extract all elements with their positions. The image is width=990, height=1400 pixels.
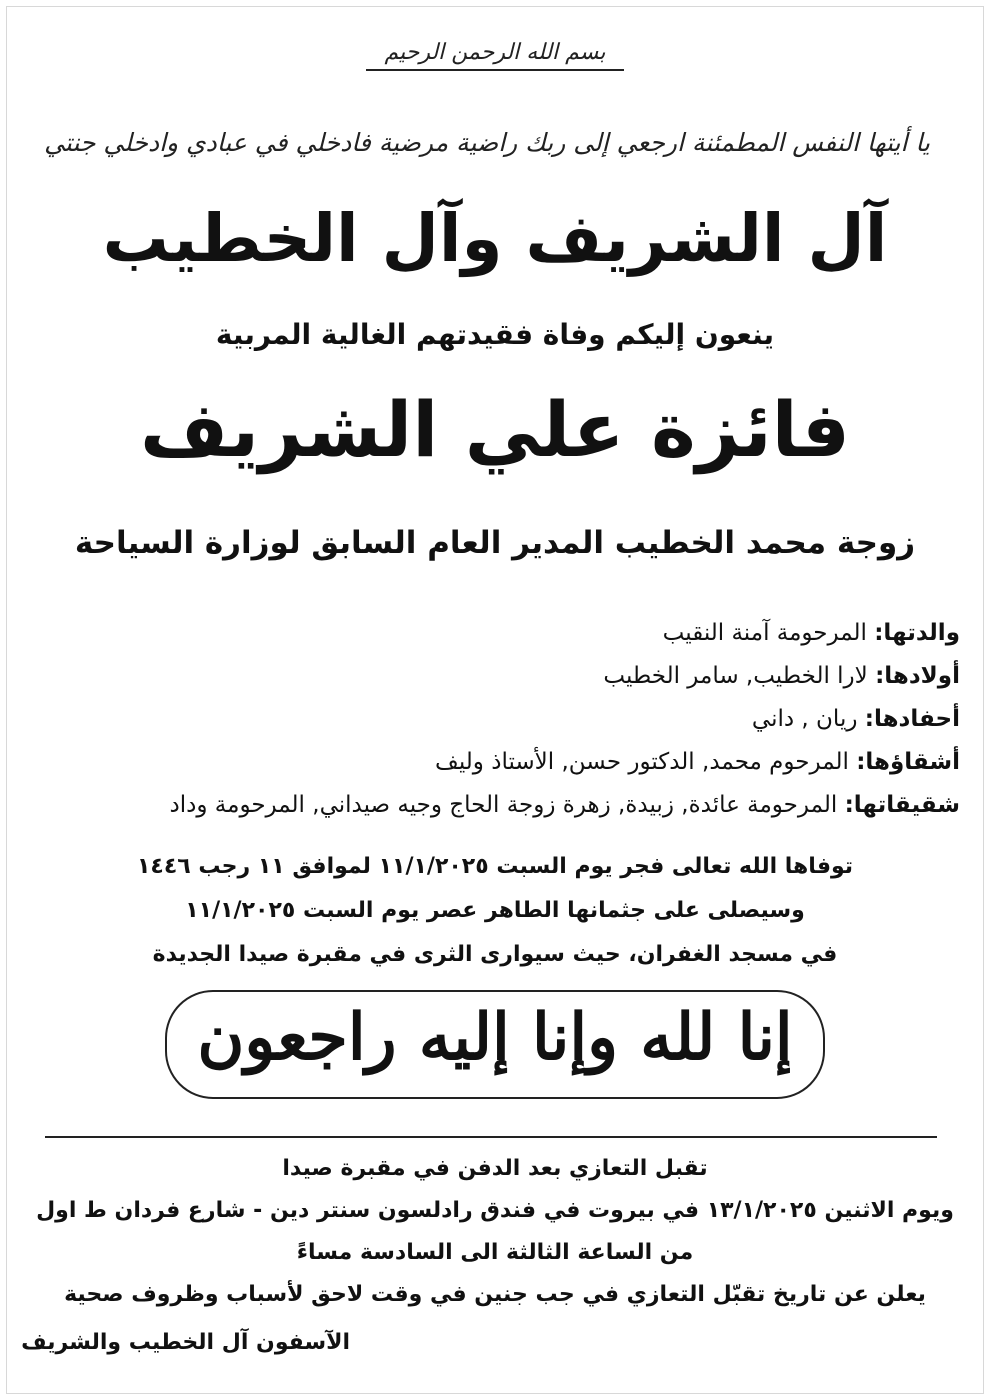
deceased-name: فائزة علي الشريف [140,385,850,474]
relative-brothers [30,741,960,784]
condolence-line: ويوم الاثنين ١٣/١/٢٠٢٥ في بيروت في فندق رادلسون سنتر دين - شارع فردان ط اول [36,1198,954,1223]
relative-value: المرحوم محمد, الدكتور حسن, الأستاذ وليف [435,749,849,775]
condolences-section [0,1148,990,1316]
announcement-line: ينعون إليكم وفاة فقيدتهم الغالية المربية [215,318,775,351]
section-divider [45,1136,937,1138]
family-title: آل الشريف وآل الخطيب [102,200,888,277]
relative-label: والدتها: [874,620,960,646]
relative-children [30,655,960,698]
signature-line: الآسفون آل الخطيب والشريف [21,1330,350,1355]
condolence-line: يعلن عن تاريخ تقبّل التعازي في جب جنين في وقت لاحق لأسباب وظروف صحية [64,1282,926,1307]
calligraphy-emblem [0,990,990,1099]
relative-grandchildren [30,698,960,741]
calligraphy-text: إنا لله وإنا إليه راجعون [165,990,824,1099]
relative-value: ريان , داني [751,706,858,732]
basmala-text: بسم الله الرحمن الرحيم [366,40,623,71]
death-details [0,845,990,977]
relative-mother [30,612,960,655]
prayer-line: وسيصلى على جثمانها الطاهر عصر يوم السبت ١١/١/٢٠٢٥ [185,898,805,923]
relative-sisters [30,784,960,827]
relative-value: لارا الخطيب, سامر الخطيب [603,663,868,689]
spouse-line: زوجة محمد الخطيب المدير العام السابق لوزارة السياحة [74,525,916,561]
death-date-line: توفاها الله تعالى فجر يوم السبت ١١/١/٢٠٢٥ لموافق ١١ رجب ١٤٤٦ [136,854,854,879]
quran-verse: يا أيتها النفس المطمئنة ارجعي إلى ربك راضية مرضية فادخلي في عبادي وادخلي جنتي [44,128,930,157]
relative-value: المرحومة عائدة, زبيدة, زهرة زوجة الحاج وجيه صيداني, المرحومة وداد [169,792,838,818]
basmala-calligraphy [0,40,990,71]
burial-line: في مسجد الغفران، حيث سيوارى الثرى في مقبرة صيدا الجديدة [152,942,838,967]
relatives-list [30,612,960,827]
relative-value: المرحومة آمنة النقيب [662,620,867,646]
relative-label: أشقاؤها: [856,749,960,775]
relative-label: أولادها: [875,663,960,689]
condolence-line: تقبل التعازي بعد الدفن في مقبرة صيدا [282,1156,708,1181]
relative-label: شقيقاتها: [844,792,960,818]
relative-label: أحفادها: [864,706,960,732]
condolence-line: من الساعة الثالثة الى السادسة مساءً [296,1240,694,1265]
